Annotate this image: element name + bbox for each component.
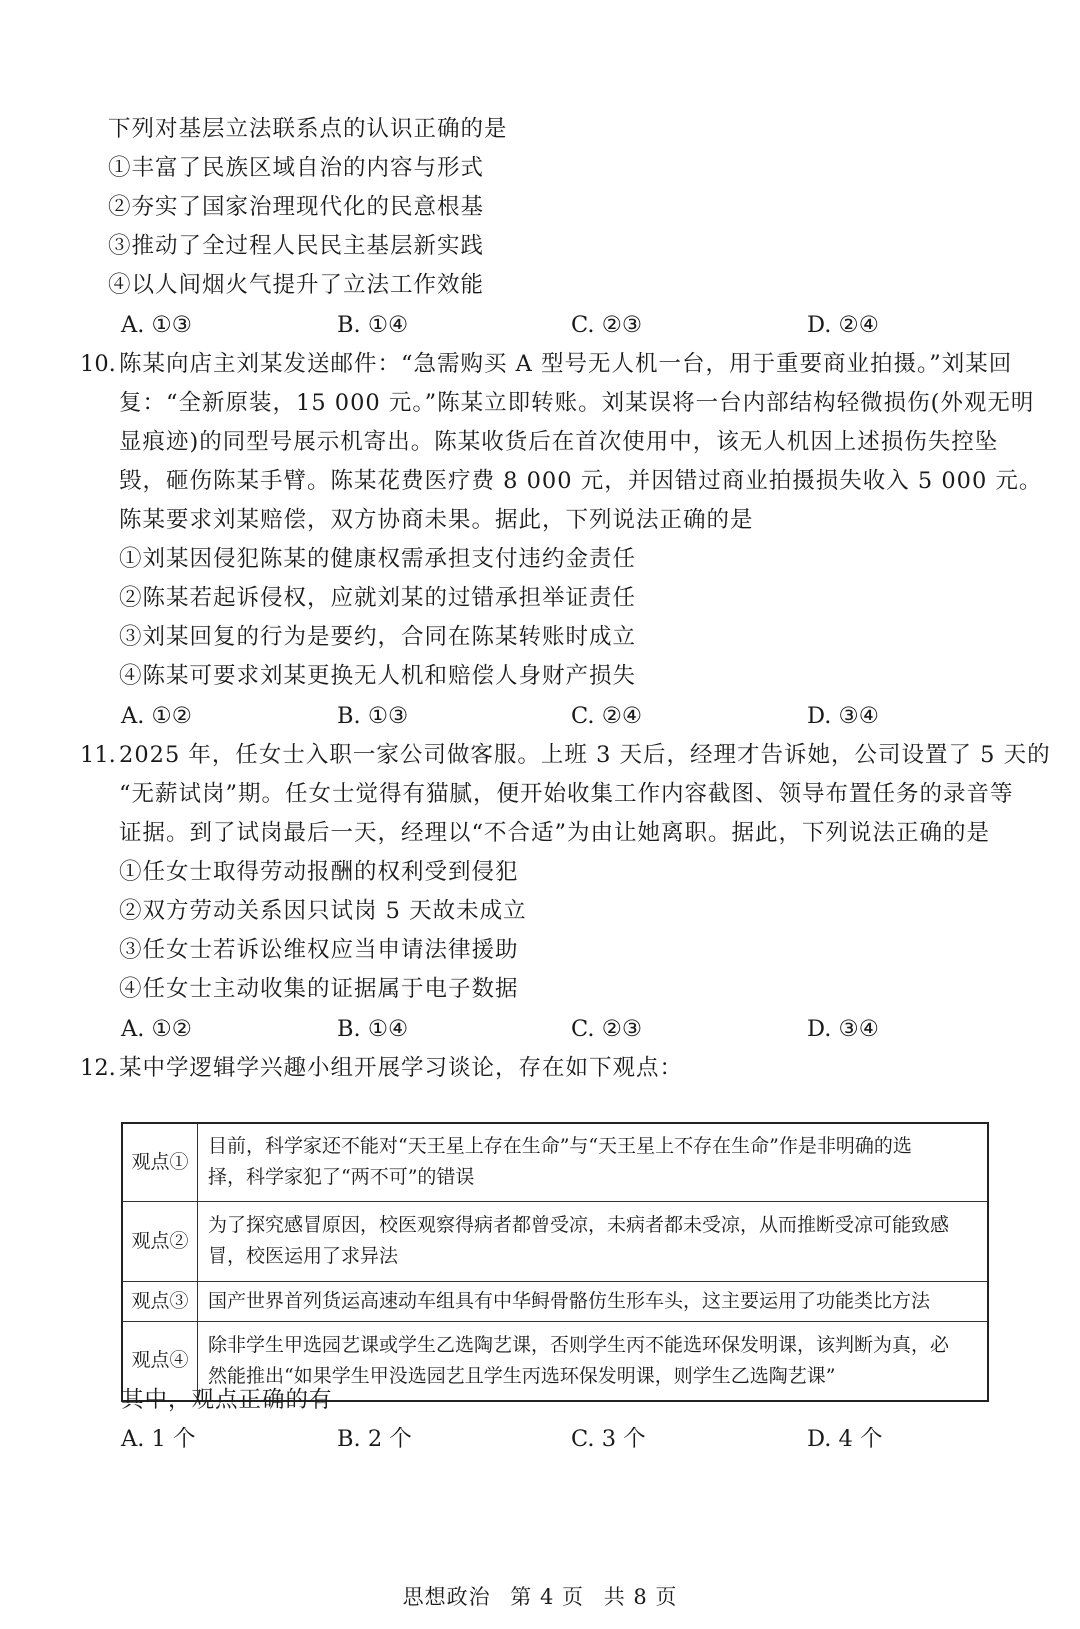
viewpoint-text (198, 1123, 989, 1201)
q10-item-2: ②陈某若起诉侵权，应就刘某的过错承担举证责任 (119, 585, 637, 611)
q11-stem-line: “无薪试岗”期。任女士觉得有猫腻，便开始收集工作内容截图、领导布置任务的录音等 (119, 781, 1014, 807)
q10-number: 10. (80, 351, 116, 377)
q10-option-a[interactable]: A. ①② (121, 703, 192, 729)
q9-option-a[interactable]: A. ①③ (121, 312, 192, 338)
q9-item-4: ④以人间烟火气提升了立法工作效能 (108, 272, 485, 298)
q9-item-3: ③推动了全过程人民民主基层新实践 (108, 233, 485, 259)
q10-stem-line: 显痕迹)的同型号展示机寄出。陈某收货后在首次使用中，该无人机因上述损伤失控坠 (119, 429, 999, 455)
q10-stem-line: 复：“全新原装，15 000 元。”陈某立即转账。刘某误将一台内部结构轻微损伤(外观无明 (119, 390, 1035, 416)
q11-option-d[interactable]: D. ③④ (807, 1016, 879, 1042)
q10-stem-line: 毁，砸伤陈某手臂。陈某花费医疗费 8 000 元，并因错过商业拍摄损失收入 5 000 元。 (119, 468, 1043, 494)
footer-subject: 思想政治 (402, 1585, 491, 1609)
viewpoints-table (121, 1122, 989, 1402)
page-footer (0, 1582, 1080, 1612)
q11-item-2: ②双方劳动关系因只试岗 5 天故未成立 (119, 898, 527, 924)
q12-number: 12. (80, 1055, 116, 1081)
footer-total: 共 8 页 (603, 1585, 678, 1609)
q12-option-d[interactable]: D. 4 个 (807, 1426, 883, 1452)
q11-stem-line: 证据。到了试岗最后一天，经理以“不合适”为由让她离职。据此，下列说法正确的是 (119, 820, 991, 846)
q10-stem-line: 陈某向店主刘某发送邮件：“急需购买 A 型号无人机一台，用于重要商业拍摄。”刘某回 (119, 351, 1013, 377)
q9-item-2: ②夯实了国家治理现代化的民意根基 (108, 194, 485, 220)
viewpoint-label: 观点③ (122, 1281, 198, 1321)
q9-stem: 下列对基层立法联系点的认识正确的是 (108, 116, 508, 142)
viewpoint-text-line: 目前，科学家还不能对“天王星上存在生命”与“天王星上不存在生命”作是非明确的选 (208, 1135, 912, 1158)
q9-options (121, 310, 941, 340)
q9-option-b[interactable]: B. ①④ (337, 312, 409, 338)
q11-item-4: ④任女士主动收集的证据属于电子数据 (119, 976, 519, 1002)
viewpoint-text-line: 然能推出“如果学生甲没选园艺且学生丙选环保发明课，则学生乙选陶艺课” (208, 1364, 836, 1387)
q11-option-b[interactable]: B. ①④ (337, 1016, 409, 1042)
q12-option-a[interactable]: A. 1 个 (121, 1426, 196, 1452)
q10-option-d[interactable]: D. ③④ (807, 703, 879, 729)
q9-item-1: ①丰富了民族区域自治的内容与形式 (108, 155, 485, 181)
q10-item-1: ①刘某因侵犯陈某的健康权需承担支付违约金责任 (119, 546, 637, 572)
table-row (122, 1201, 988, 1281)
q11-stem-line: 2025 年，任女士入职一家公司做客服。上班 3 天后，经理才告诉她，公司设置了 5 天的 (119, 742, 1051, 768)
q12-option-b[interactable]: B. 2 个 (337, 1426, 412, 1452)
q10-options (121, 701, 941, 731)
viewpoint-text-line: 择，科学家犯了“两不可”的错误 (208, 1166, 475, 1189)
q11-option-c[interactable]: C. ②③ (571, 1016, 643, 1042)
viewpoint-label: 观点② (122, 1201, 198, 1281)
viewpoint-label: 观点④ (122, 1321, 198, 1401)
viewpoint-text-line: 除非学生甲选园艺课或学生乙选陶艺课，否则学生丙不能选环保发明课，该判断为真，必 (208, 1333, 950, 1356)
q10-option-b[interactable]: B. ①③ (337, 703, 409, 729)
q10-option-c[interactable]: C. ②④ (571, 703, 643, 729)
q11-option-a[interactable]: A. ①② (121, 1016, 192, 1042)
q11-item-1: ①任女士取得劳动报酬的权利受到侵犯 (119, 859, 519, 885)
q12-stem: 某中学逻辑学兴趣小组开展学习谈论，存在如下观点： (119, 1055, 684, 1081)
viewpoint-text (198, 1281, 989, 1321)
viewpoint-text-line: 国产世界首列货运高速动车组具有中华鲟骨骼仿生形车头，这主要运用了功能类比方法 (208, 1289, 931, 1312)
viewpoint-text (198, 1201, 989, 1281)
footer-page: 第 4 页 (510, 1585, 584, 1609)
q11-options (121, 1014, 941, 1044)
q10-stem-line: 陈某要求刘某赔偿，双方协商未果。据此，下列说法正确的是 (119, 507, 754, 533)
q12-options (121, 1424, 941, 1454)
viewpoint-label: 观点① (122, 1123, 198, 1201)
table-row (122, 1123, 988, 1201)
q10-item-3: ③刘某回复的行为是要约，合同在陈某转账时成立 (119, 624, 637, 650)
q9-option-d[interactable]: D. ②④ (807, 312, 879, 338)
q12-conclusion: 其中，观点正确的有 (121, 1387, 333, 1413)
q9-option-c[interactable]: C. ②③ (571, 312, 643, 338)
q11-number: 11. (80, 742, 116, 768)
q11-item-3: ③任女士若诉讼维权应当申请法律援助 (119, 937, 519, 963)
q12-option-c[interactable]: C. 3 个 (571, 1426, 646, 1452)
q10-item-4: ④陈某可要求刘某更换无人机和赔偿人身财产损失 (119, 663, 637, 689)
table-row (122, 1281, 988, 1321)
viewpoint-text-line: 为了探究感冒原因，校医观察得病者都曾受凉，未病者都未受凉，从而推断受凉可能致感 (208, 1214, 950, 1236)
viewpoint-text-line: 冒，校医运用了求异法 (208, 1245, 399, 1267)
